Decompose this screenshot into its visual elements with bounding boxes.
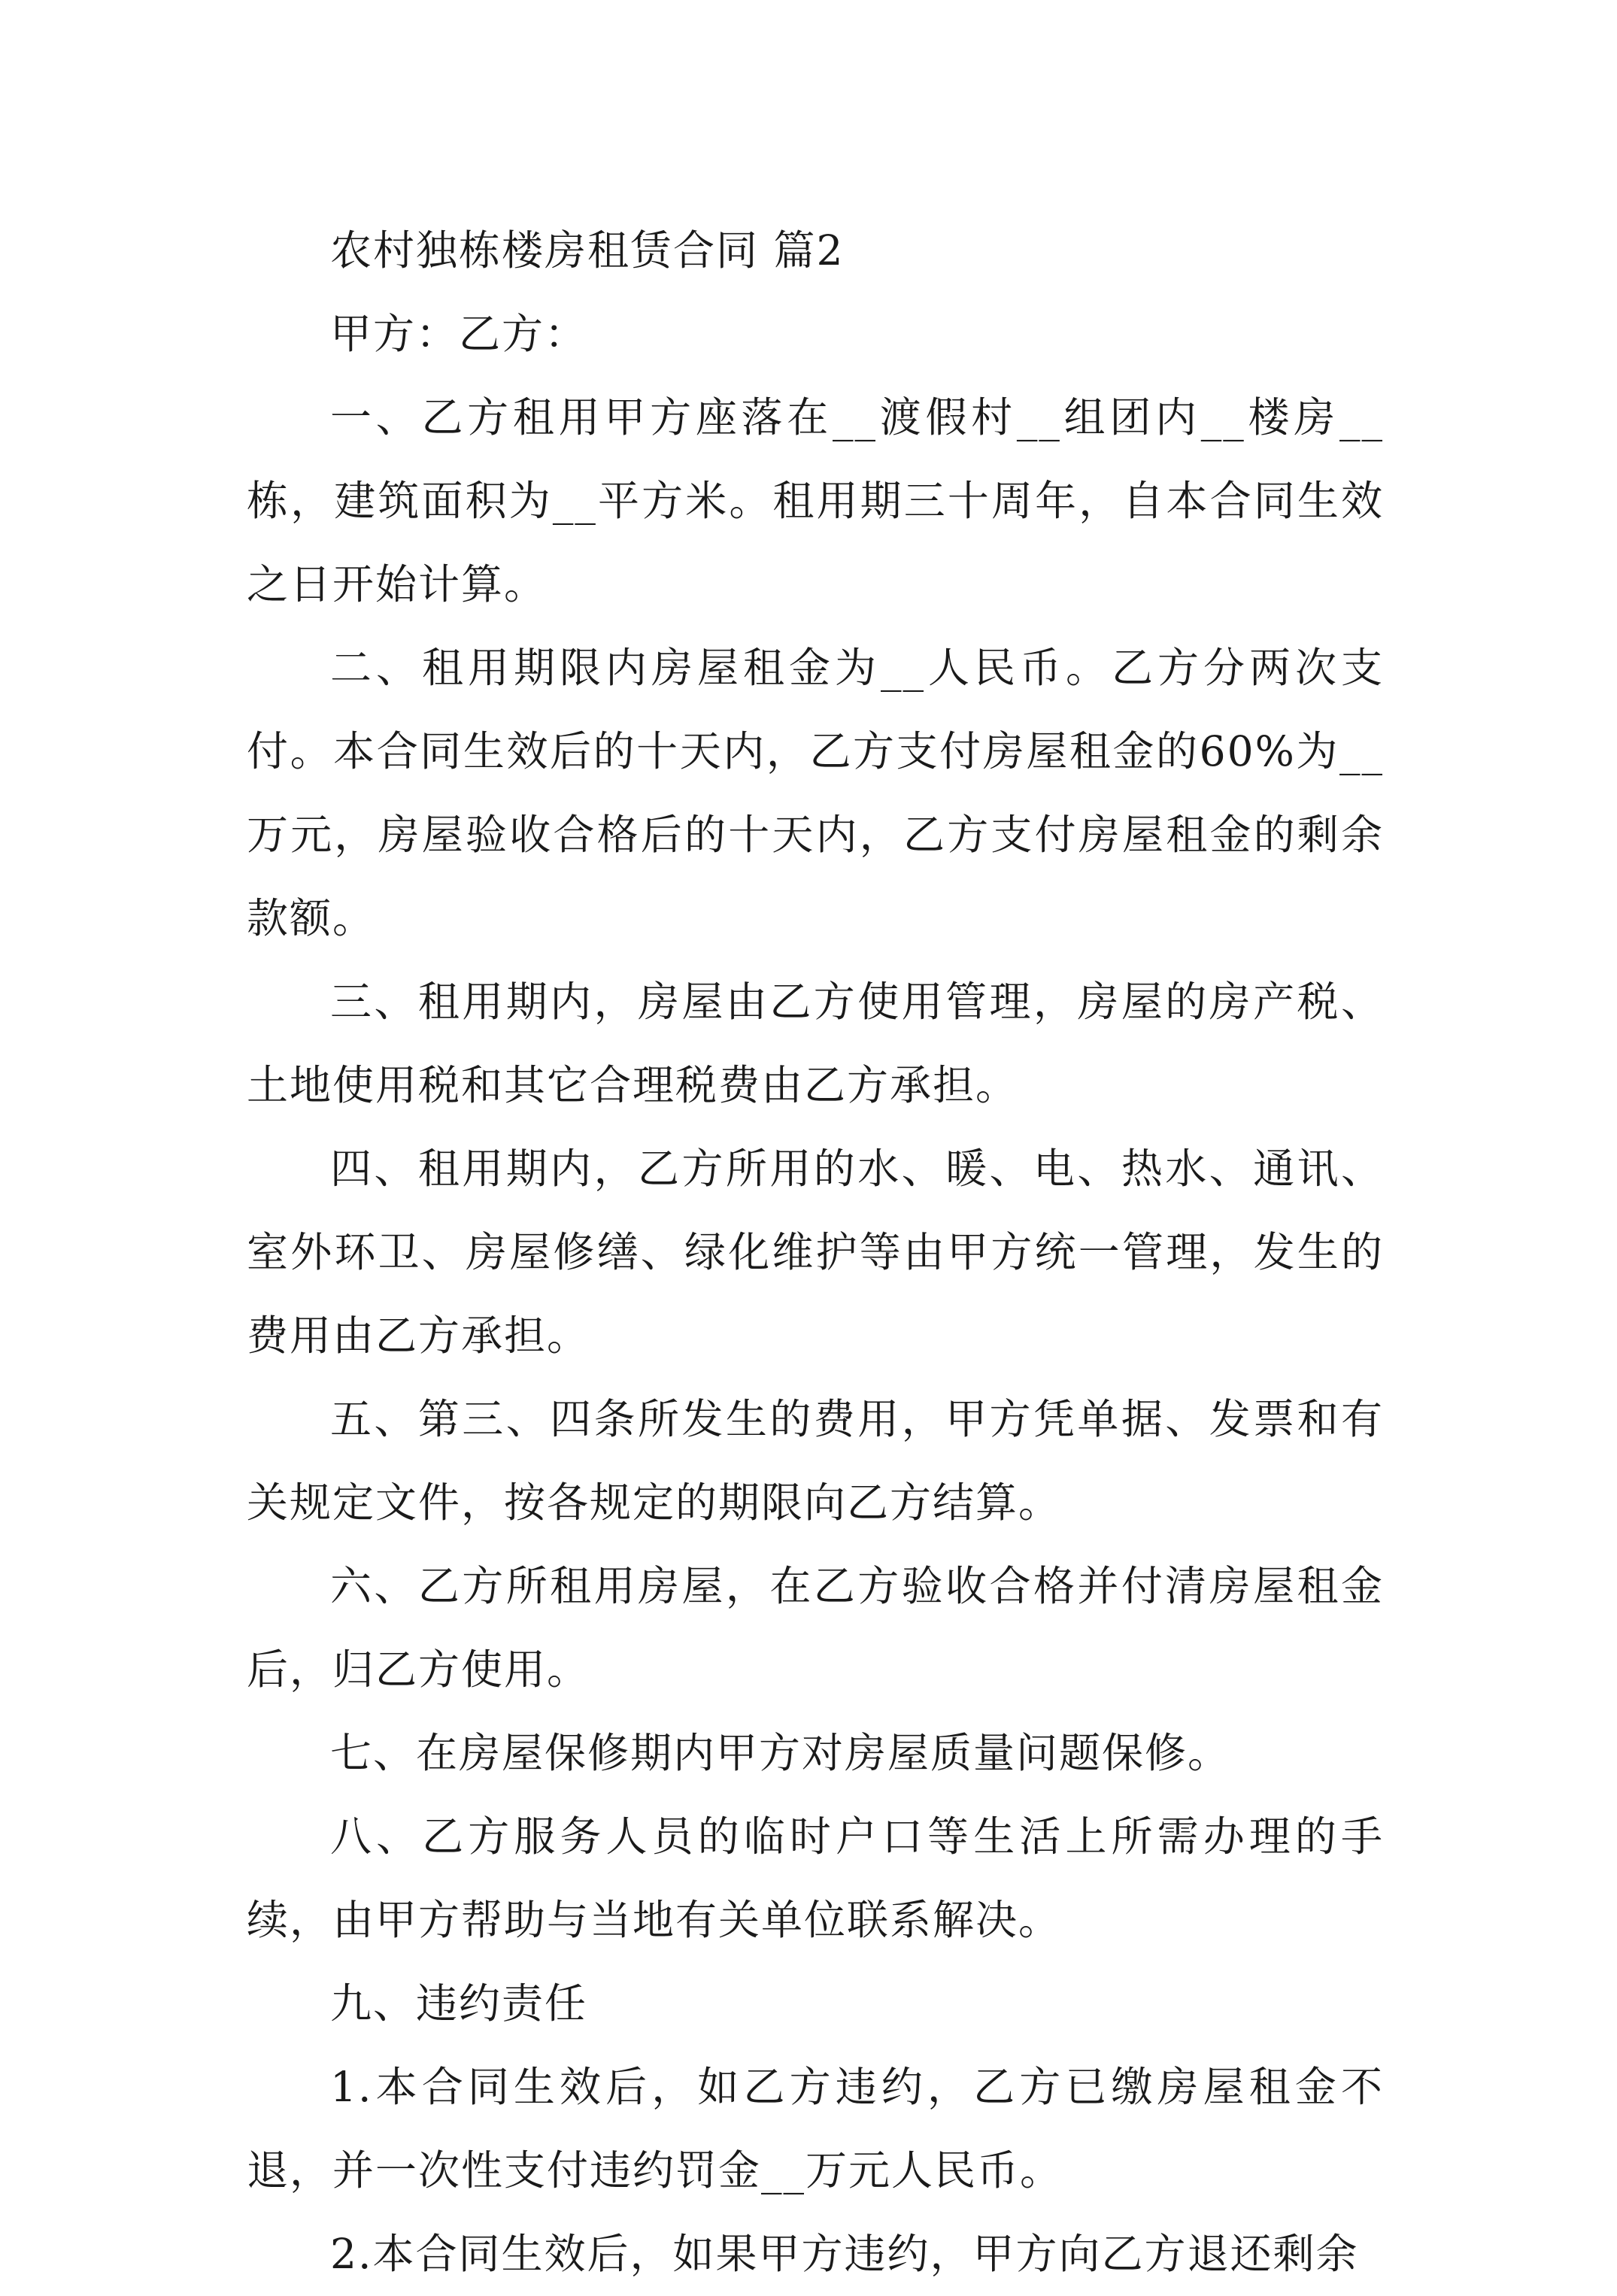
document-body: [247, 209, 1384, 2296]
parties-line: 甲方：乙方：: [330, 310, 588, 358]
clause-9-item-1: 1.本合同生效后，如乙方违约，乙方已缴房屋租金不退，并一次性支付违约罚金__万元人民币。: [247, 2063, 1384, 2194]
clause-4: 四、租用期内，乙方所用的水、暖、电、热水、通讯、室外环卫、房屋修缮、绿化维护等由甲方统一管理，发生的费用由乙方承担。: [247, 1145, 1384, 1360]
clause-3: 三、租用期内，房屋由乙方使用管理，房屋的房产税、土地使用税和其它合理税费由乙方承担。: [247, 978, 1384, 1109]
clause-9-item-2: 2.本合同生效后，如果甲方违约，甲方向乙方退还剩余: [330, 2230, 1359, 2278]
clause-2: 二、租用期限内房屋租金为__人民币。乙方分两次支付。本合同生效后的十天内，乙方支付房屋租金的60%为__万元，房屋验收合格后的十天内，乙方支付房屋租金的剩余款额。: [247, 644, 1384, 942]
clause-5: 五、第三、四条所发生的费用，甲方凭单据、发票和有关规定文件，按各规定的期限向乙方结算。: [247, 1395, 1384, 1527]
clause-7: 七、在房屋保修期内甲方对房屋质量问题保修。: [330, 1729, 1231, 1777]
clause-1: 一、乙方租用甲方座落在__渡假村__组团内__楼房__栋，建筑面积为__平方米。租用期三十周年，自本合同生效之日开始计算。: [247, 393, 1384, 608]
clause-8: 八、乙方服务人员的临时户口等生活上所需办理的手续，由甲方帮助与当地有关单位联系解决。: [247, 1812, 1384, 1944]
document-title: 农村独栋楼房租赁合同 篇2: [330, 226, 845, 274]
clause-6: 六、乙方所租用房屋，在乙方验收合格并付清房屋租金后，归乙方使用。: [247, 1562, 1384, 1694]
clause-9-heading: 九、违约责任: [330, 1979, 588, 2028]
